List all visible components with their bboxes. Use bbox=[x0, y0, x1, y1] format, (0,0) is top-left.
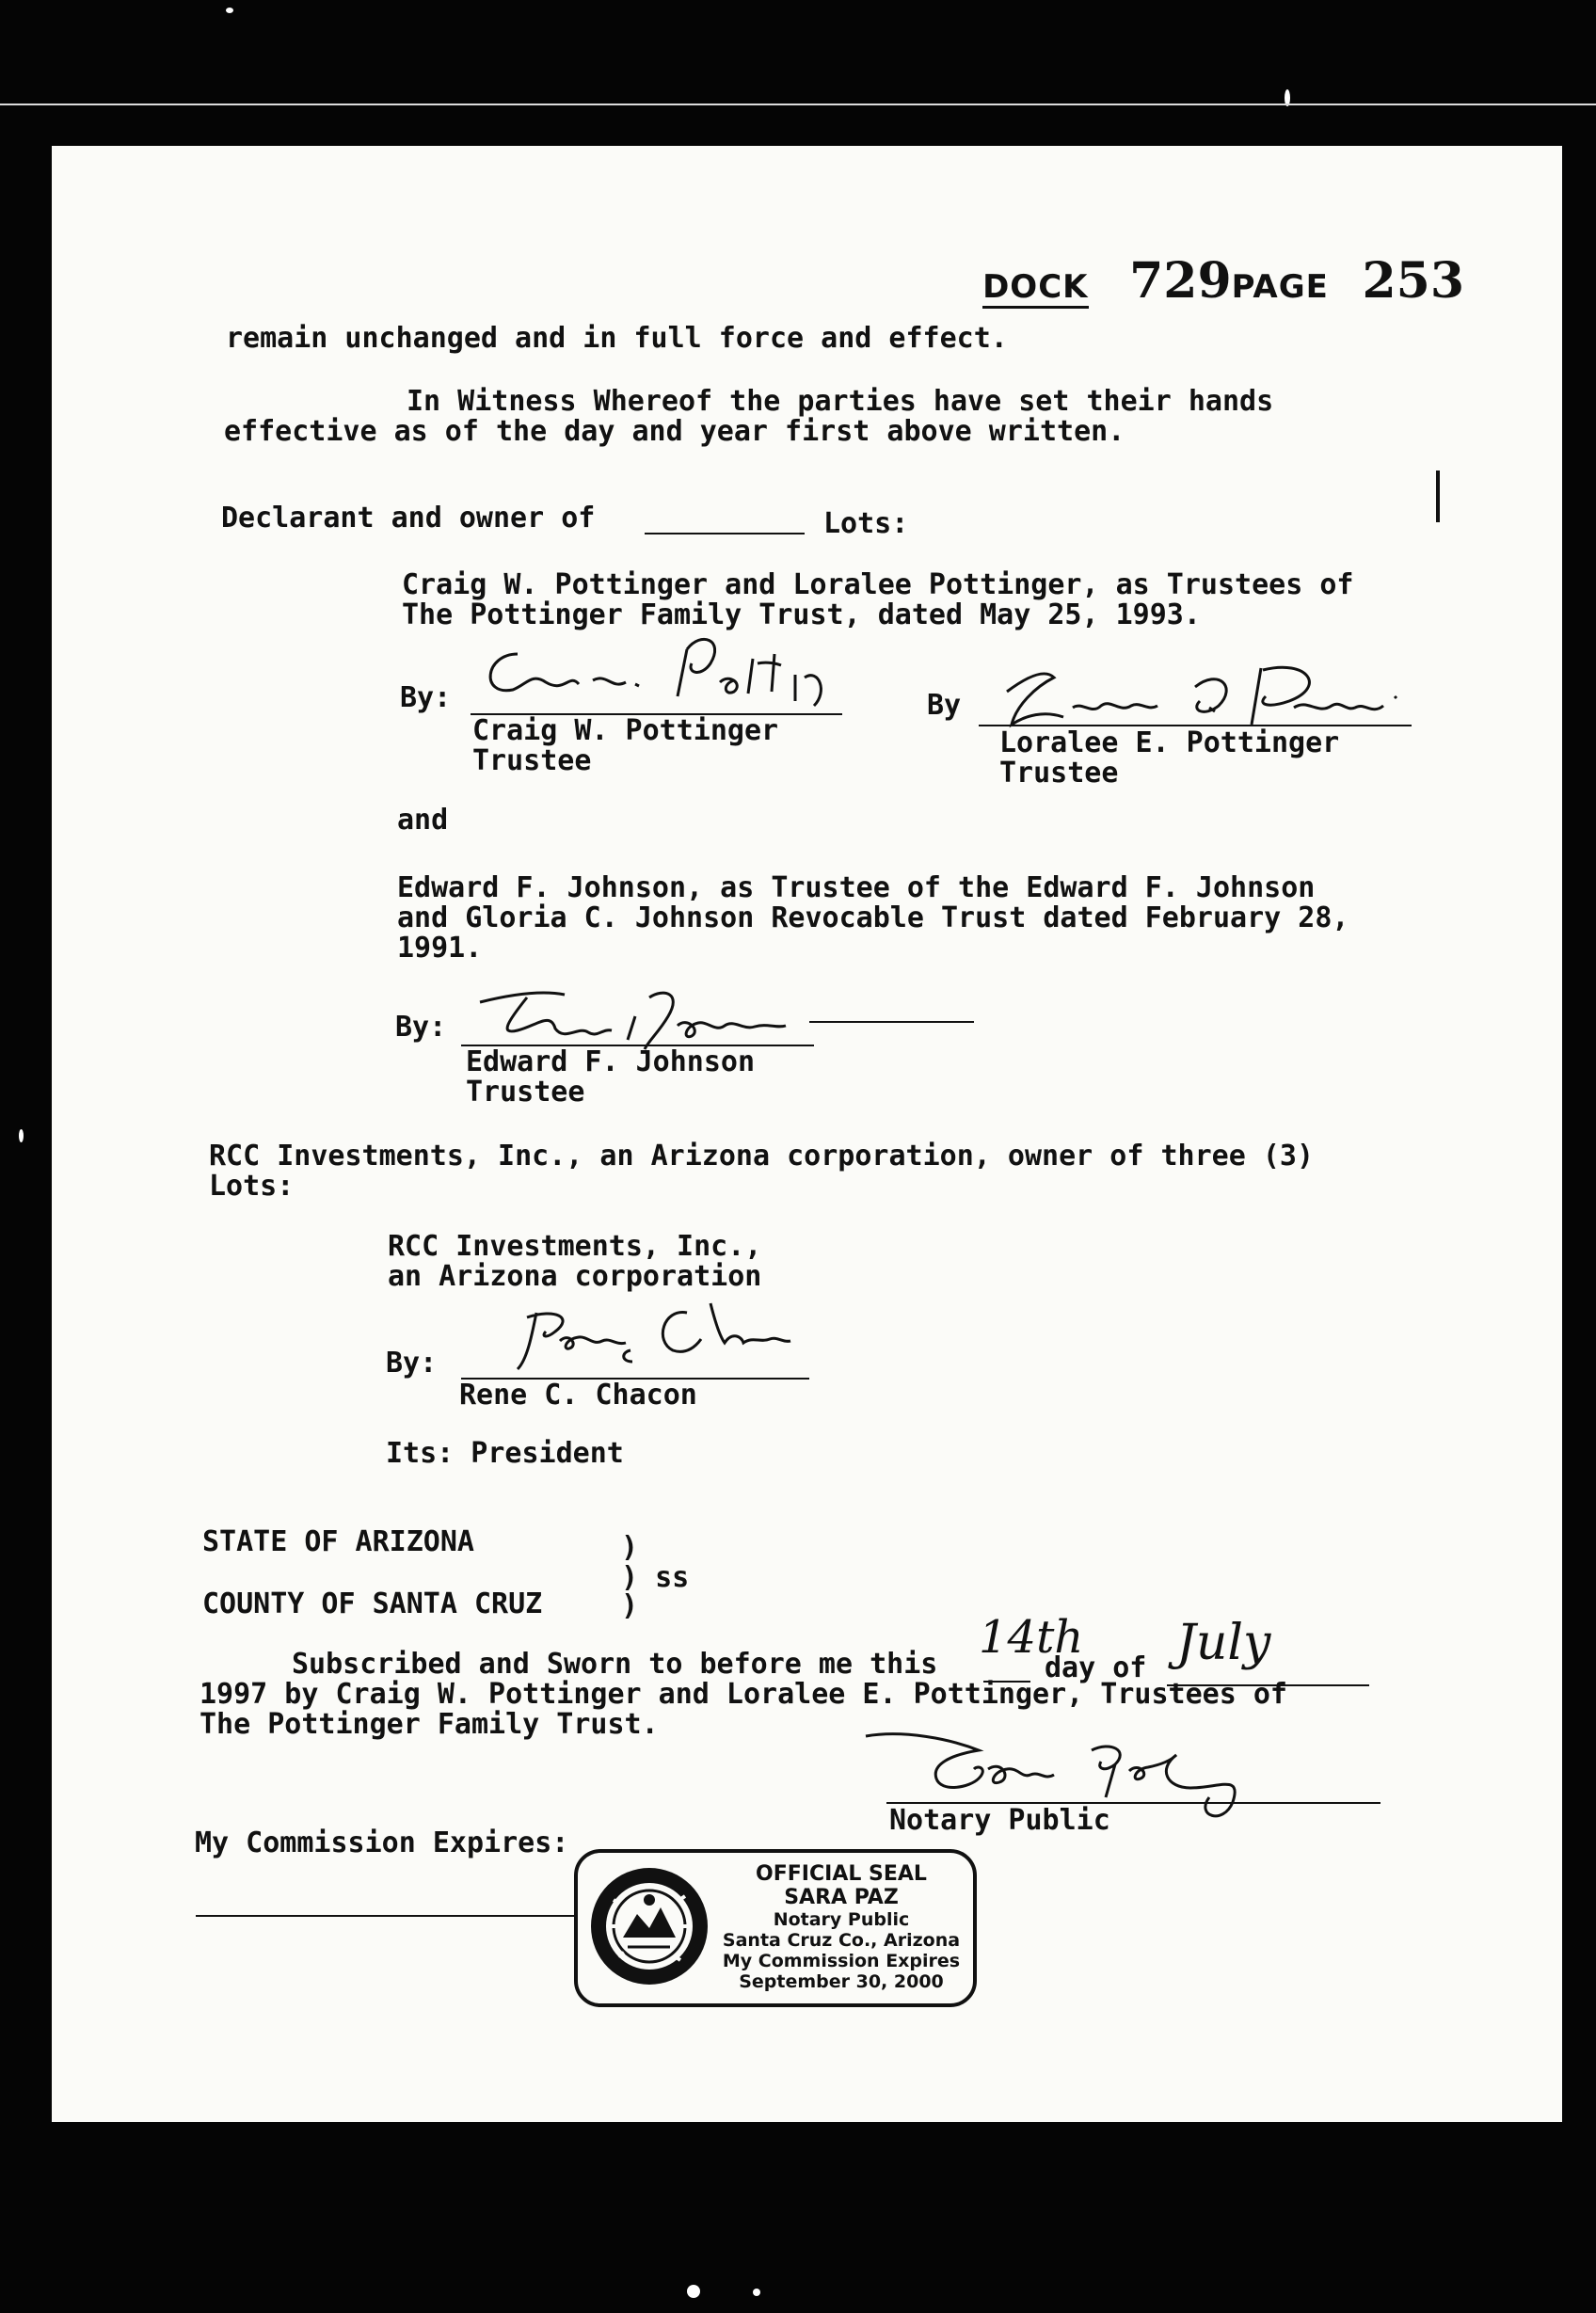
margin-mark bbox=[1436, 471, 1440, 522]
rcc-name-line-1: RCC Investments, Inc., bbox=[388, 1230, 762, 1263]
official-seal-stamp bbox=[574, 1849, 977, 2007]
by-label-rene: By: bbox=[386, 1347, 438, 1380]
dock-number: 729 bbox=[1129, 252, 1232, 310]
sworn-line-2: 1997 by Craig W. Pottinger and Loralee E. Pottinger, Trustees of bbox=[200, 1678, 1287, 1711]
paren-1: ) bbox=[621, 1531, 639, 1564]
signature-craig bbox=[475, 626, 852, 720]
ss-label: ) ss bbox=[621, 1561, 690, 1594]
by-label-edward: By: bbox=[395, 1011, 447, 1044]
seal-line-6: September 30, 2000 bbox=[739, 1971, 944, 1992]
and-connector: and bbox=[397, 804, 449, 837]
declarant-label: Declarant and owner of bbox=[221, 502, 596, 534]
sworn-line-1: Subscribed and Sworn to before me this bbox=[292, 1648, 938, 1681]
docket-stamp bbox=[982, 252, 1464, 310]
state-of-arizona: STATE OF ARIZONA bbox=[202, 1525, 474, 1558]
lots-blank-line bbox=[645, 533, 805, 534]
johnson-line-3: 1991. bbox=[397, 932, 483, 965]
loralee-name: Loralee E. Pottinger bbox=[999, 726, 1340, 759]
scan-border-line bbox=[0, 104, 1596, 105]
seal-line-1: OFFICIAL SEAL bbox=[756, 1862, 927, 1886]
edward-title: Trustee bbox=[466, 1076, 585, 1109]
page-number: 253 bbox=[1362, 252, 1464, 310]
scan-artifact bbox=[226, 8, 233, 13]
rcc-name-line-2: an Arizona corporation bbox=[388, 1260, 762, 1293]
sworn-day-of: day of bbox=[1045, 1651, 1147, 1684]
scan-artifact bbox=[687, 2285, 700, 2298]
witness-line-2: effective as of the day and year first above written. bbox=[224, 415, 1125, 448]
seal-line-2: SARA PAZ bbox=[784, 1886, 899, 1909]
signature-rene bbox=[489, 1284, 809, 1379]
text-line-remain: remain unchanged and in full force and effect. bbox=[226, 322, 1008, 355]
witness-line-1: In Witness Whereof the parties have set their hands bbox=[407, 385, 1274, 418]
johnson-line-1: Edward F. Johnson, as Trustee of the Edward F. Johnson bbox=[397, 871, 1316, 904]
craig-title: Trustee bbox=[472, 744, 592, 777]
by-label-craig: By: bbox=[400, 681, 452, 714]
paren-2: ) bbox=[621, 1589, 639, 1622]
declarant-lots-label: Lots: bbox=[823, 507, 909, 540]
scan-artifact bbox=[753, 2289, 760, 2296]
sworn-month: July bbox=[1176, 1615, 1271, 1671]
rcc-line-2: Lots: bbox=[209, 1170, 295, 1203]
sworn-line-3: The Pottinger Family Trust. bbox=[200, 1708, 659, 1741]
dock-label: DOCK bbox=[982, 268, 1088, 309]
johnson-line-2: and Gloria C. Johnson Revocable Trust dated February 28, bbox=[397, 901, 1349, 934]
pottinger-line-1: Craig W. Pottinger and Loralee Pottinger, as Trustees of bbox=[402, 568, 1354, 601]
rene-name: Rene C. Chacon bbox=[459, 1379, 697, 1412]
state-seal-emblem-icon bbox=[585, 1862, 713, 1990]
page-label: PAGE bbox=[1231, 268, 1329, 306]
rcc-line-1: RCC Investments, Inc., an Arizona corporation, owner of three (3) bbox=[209, 1140, 1314, 1172]
commission-expires-label: My Commission Expires: bbox=[195, 1826, 569, 1859]
seal-line-5: My Commission Expires bbox=[722, 1951, 961, 1971]
craig-name: Craig W. Pottinger bbox=[472, 714, 779, 747]
loralee-title: Trustee bbox=[999, 757, 1119, 790]
its-president: Its: President bbox=[386, 1437, 624, 1470]
edward-name: Edward F. Johnson bbox=[466, 1045, 756, 1078]
scan-artifact bbox=[19, 1129, 24, 1142]
seal-line-3: Notary Public bbox=[773, 1909, 910, 1930]
by-label-loralee: By bbox=[927, 689, 962, 722]
commission-blank-line bbox=[196, 1915, 591, 1917]
notary-public-label: Notary Public bbox=[889, 1804, 1110, 1837]
county-of-santa-cruz: COUNTY OF SANTA CRUZ bbox=[202, 1587, 543, 1620]
seal-line-4: Santa Cruz Co., Arizona bbox=[722, 1930, 961, 1951]
sworn-day: 14th bbox=[979, 1611, 1084, 1664]
pottinger-line-2: The Pottinger Family Trust, dated May 25, 1993. bbox=[402, 598, 1201, 631]
